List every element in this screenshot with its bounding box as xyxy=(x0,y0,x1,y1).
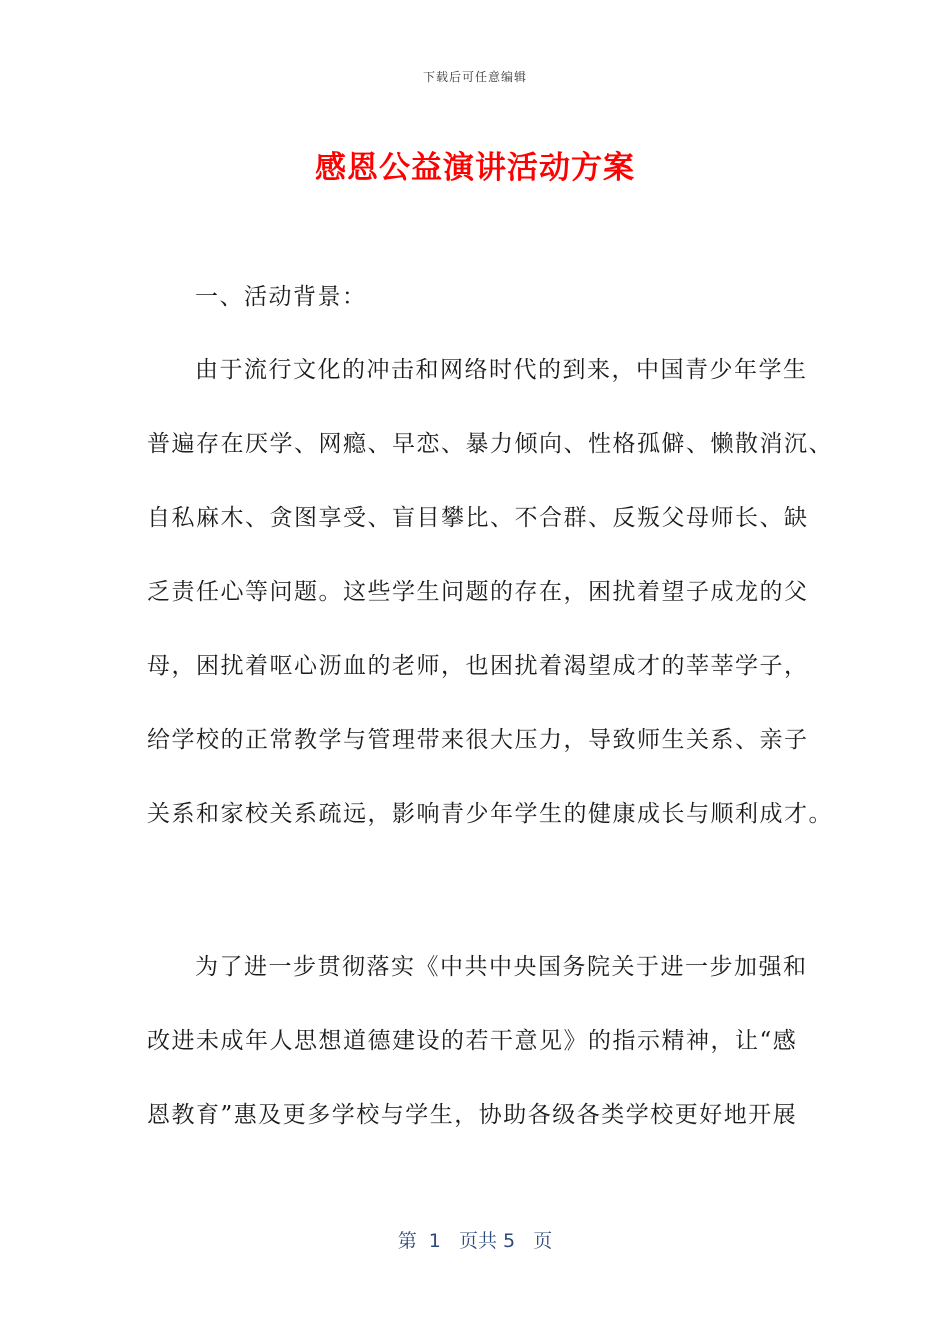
page-number-footer: 第 1 页共 5 页 xyxy=(397,1230,553,1252)
paragraph-line: 自私麻木、贪图享受、盲目攀比、不合群、反叛父母师长、缺 xyxy=(147,505,809,531)
paragraph-line: 乏责任心等问题。这些学生问题的存在，困扰着望子成龙的父 xyxy=(147,579,809,605)
paragraph-background xyxy=(147,355,833,873)
section-heading-text: 一、活动背景： xyxy=(195,284,367,310)
paragraph-line: 恩教育”惠及更多学校与学生，协助各级各类学校更好地开展 xyxy=(147,1102,798,1128)
paragraph-line: 改进未成年人思想道德建设的若干意见》的指示精神，让“感 xyxy=(147,1028,798,1054)
header-note: 下载后可任意编辑 xyxy=(422,70,527,84)
section-heading xyxy=(147,282,817,356)
paragraph-line: 为了进一步贯彻落实《中共中央国务院关于进一步加强和 xyxy=(195,954,808,980)
paragraph-line: 普遍存在厌学、网瘾、早恋、暴力倾向、性格孤僻、懒散消沉、 xyxy=(147,431,833,457)
paragraph-line: 由于流行文化的冲击和网络时代的到来，中国青少年学生 xyxy=(195,357,808,383)
paragraph-line: 给学校的正常教学与管理带来很大压力，导致师生关系、亲子 xyxy=(147,727,809,753)
paragraph-purpose xyxy=(147,952,817,1174)
paragraph-line: 母，困扰着呕心沥血的老师，也困扰着渴望成才的莘莘学子， xyxy=(147,653,809,679)
paragraph-line: 关系和家校关系疏远，影响青少年学生的健康成长与顺利成才。 xyxy=(147,801,833,827)
document-title: 感恩公益演讲活动方案 xyxy=(315,150,635,186)
